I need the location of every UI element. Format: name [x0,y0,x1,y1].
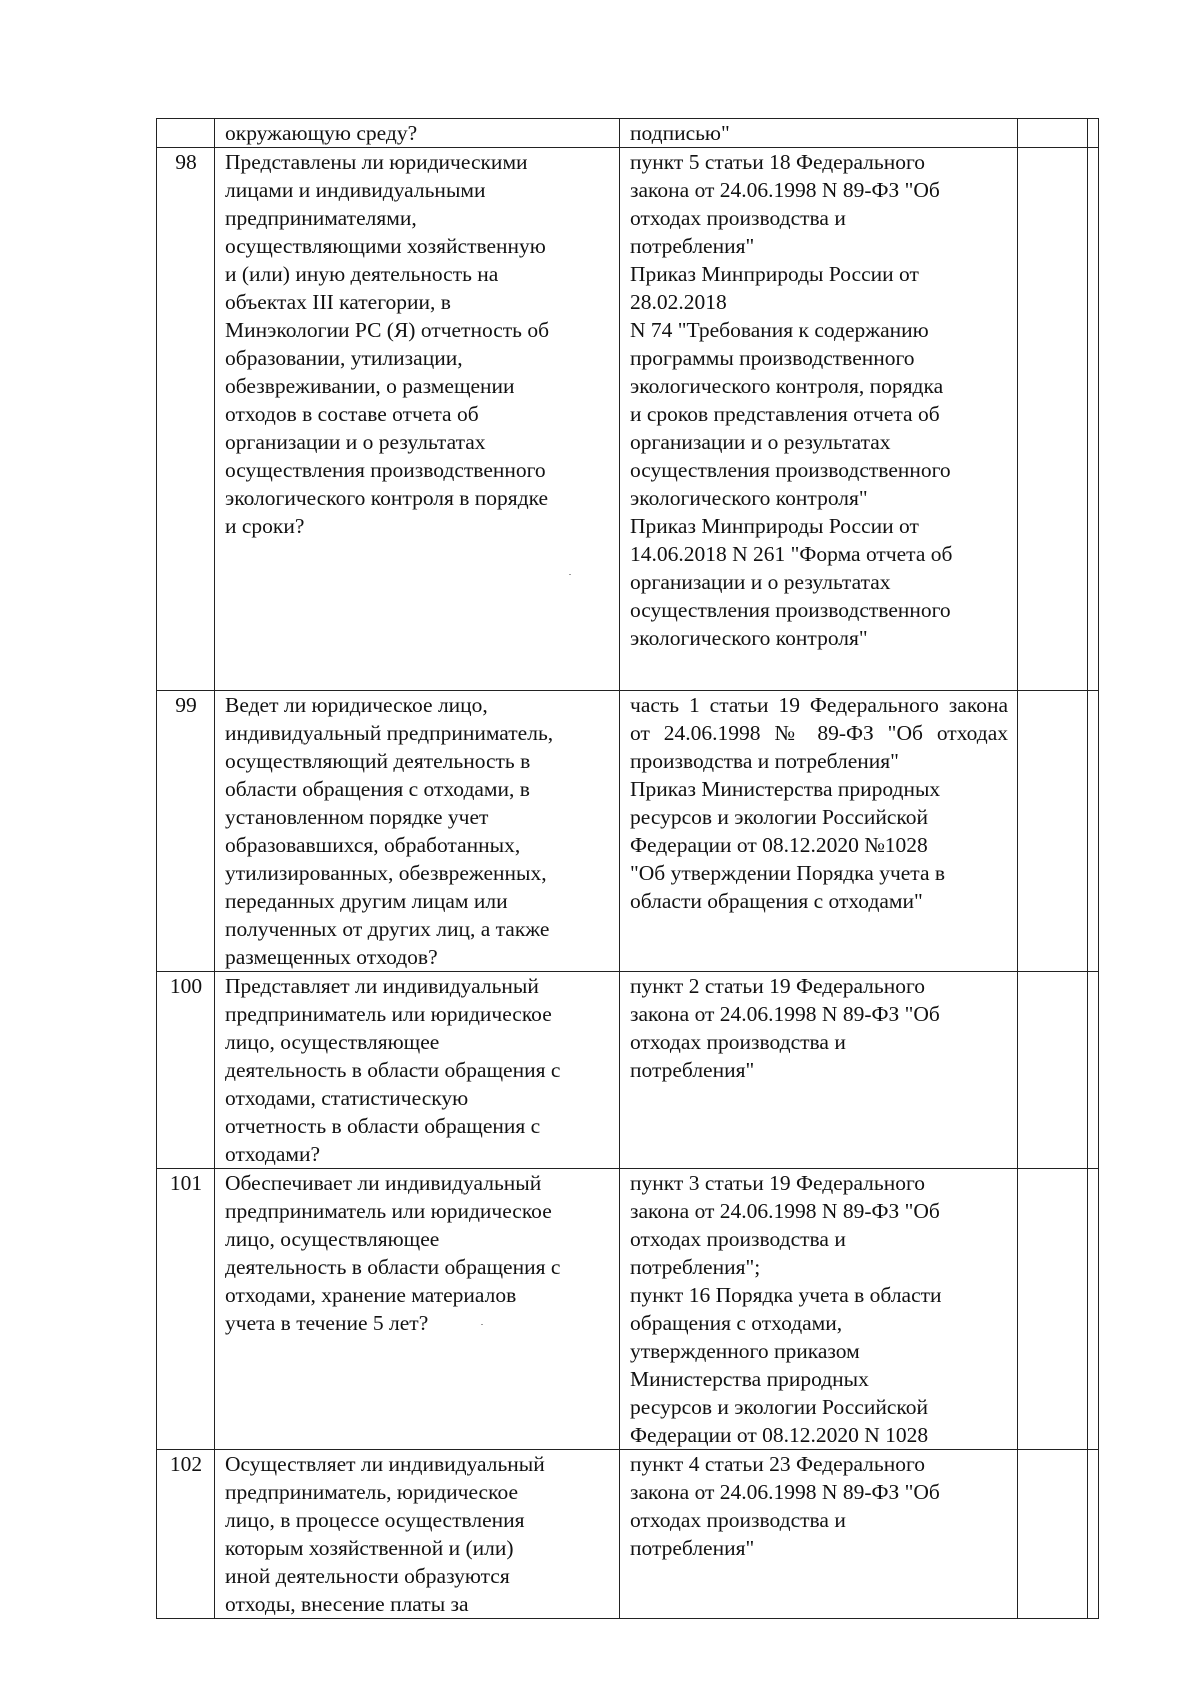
row-number-text: 100 [169,974,203,998]
table-row-102 [157,1450,1099,1619]
note-cell [1088,1450,1099,1619]
checklist-table [156,118,1099,1619]
row-number [157,119,215,148]
reference-cell: подписью" [620,119,1018,148]
question-cell: Ведет ли юридическое лицо, индивидуальный предприниматель, осуществляющий деятельность в области обращения с отходами, в установленном порядке учет образовавшихся, обработанных, утилизированных, обезвреженных, переданных другим лицам или полученных от других лиц, а также размещенных отходов? [215,691,620,972]
answer-cell [1018,1450,1088,1619]
row-number [157,1450,215,1619]
question-cell: Осуществляет ли индивидуальный предприниматель, юридическое лицо, в процессе осуществления которым хозяйственной и (или) иной деятельности образуются отходы, внесение платы за [215,1450,620,1619]
row-number [157,972,215,1169]
row-number-text: 102 [169,1452,203,1476]
row-number: 99 [157,691,215,972]
reference-cell: часть 1 статьи 19 Федерального закона от 24.06.1998 № 89-ФЗ "Об отходах производства и потребления" Приказ Министерства природных ресурсов и экологии Российской Федерации от 08.12.2020 №1028 "Об утверждении Порядка учета в области обращения с отходами" [620,691,1018,972]
table-row-continued [157,119,1099,148]
note-cell [1088,691,1099,972]
note-cell [1088,119,1099,148]
question-cell: Представлены ли юридическими лицами и индивидуальными предпринимателями, осуществляющими хозяйственную и (или) иную деятельность на объектах III категории, в Минэкологии РС (Я) отчетность об образовании, утилизации, обезвреживании, о размещении отходов в составе отчета об организации и о результатах осуществления производственного экологического контроля в порядке и сроки? [215,148,620,691]
question-cell: Представляет ли индивидуальный предприниматель или юридическое лицо, осуществляющее деятельность в области обращения с отходами, статистическую отчетность в области обращения с отходами? [215,972,620,1169]
answer-cell [1018,148,1088,691]
answer-cell [1018,691,1088,972]
reference-cell: пункт 5 статьи 18 Федерального закона от 24.06.1998 N 89-ФЗ "Об отходах производства и потребления" Приказ Минприроды России от 28.02.2018 N 74 "Требования к содержанию программы производственного экологического контроля, порядка и сроков представления отчета об организации и о результатах осуществления производственного экологического контроля" Приказ Минприроды России от 14.06.2018 N 261 "Форма отчета об организации и о результатах осуществления производственного экологического контроля" [620,148,1018,691]
note-cell [1088,1169,1099,1450]
question-cell: Обеспечивает ли индивидуальный предприниматель или юридическое лицо, осуществляющее деятельность в области обращения с отходами, хранение материалов учета в течение 5 лет? [215,1169,620,1450]
note-cell [1088,972,1099,1169]
row-number [157,1169,215,1450]
reference-cell: пункт 4 статьи 23 Федерального закона от 24.06.1998 N 89-ФЗ "Об отходах производства и потребления" [620,1450,1018,1619]
table-row-101 [157,1169,1099,1450]
row-number-text: 101 [169,1171,203,1195]
table-row-99 [157,691,1099,972]
note-cell [1088,148,1099,691]
reference-cell: пункт 2 статьи 19 Федерального закона от 24.06.1998 N 89-ФЗ "Об отходах производства и потребления" [620,972,1018,1169]
answer-cell [1018,1169,1088,1450]
scan-speck [481,1324,483,1325]
question-cell: окружающую среду? [215,119,620,148]
table-row-100 [157,972,1099,1169]
answer-cell [1018,119,1088,148]
answer-cell [1018,972,1088,1169]
table-row-98 [157,148,1099,691]
row-number: 98 [157,148,215,691]
scan-speck [569,574,571,575]
reference-cell: пункт 3 статьи 19 Федерального закона от 24.06.1998 N 89-ФЗ "Об отходах производства и потребления"; пункт 16 Порядка учета в области обращения с отходами, утвержденного приказом Министерства природных ресурсов и экологии Российской Федерации от 08.12.2020 N 1028 [620,1169,1018,1450]
